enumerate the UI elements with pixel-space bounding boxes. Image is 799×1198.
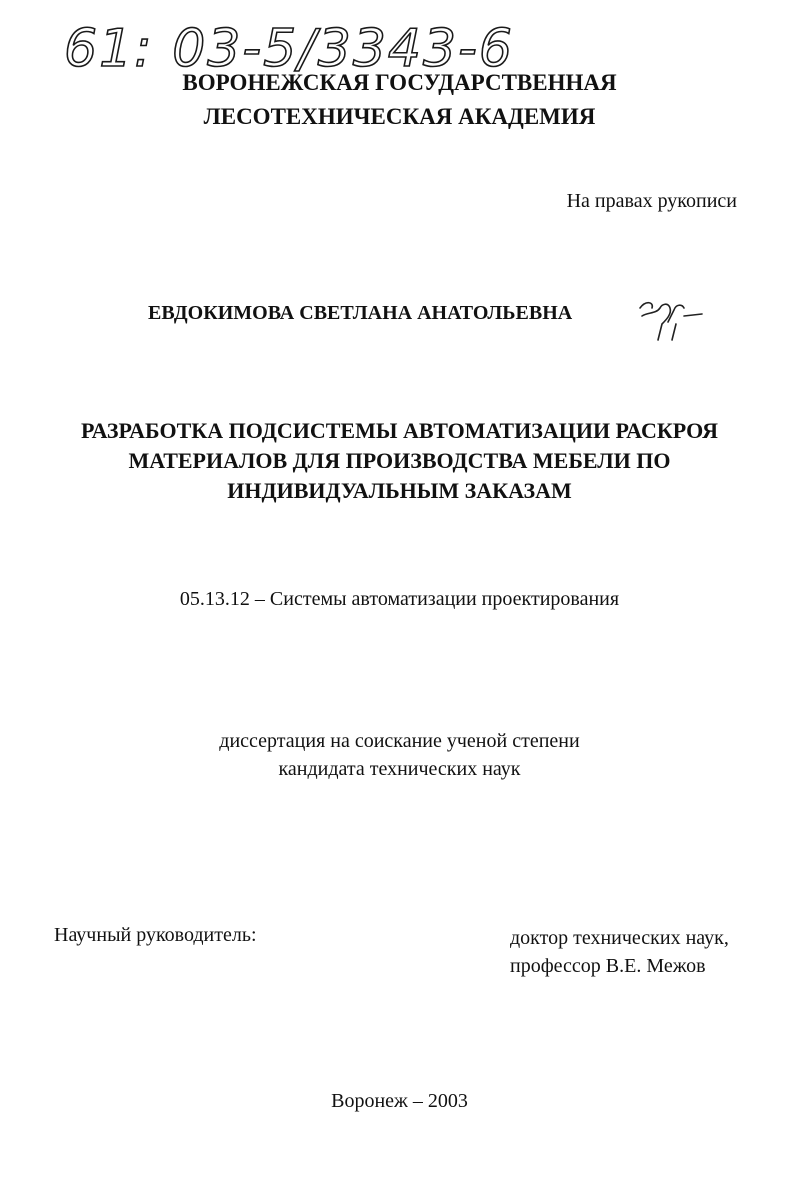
degree-statement: [0, 727, 799, 783]
degree-line-1: диссертация на соискание ученой степени: [219, 730, 580, 752]
supervisor-degree: доктор технических наук,: [510, 927, 729, 949]
author-name: ЕВДОКИМОВА СВЕТЛАНА АНАТОЛЬЕВНА: [148, 302, 573, 324]
handwritten-catalog-number-text: 61: 03-5/3343-6: [64, 19, 514, 79]
title-line-2: МАТЕРИАЛОВ ДЛЯ ПРОИЗВОДСТВА МЕБЕЛИ ПО: [128, 448, 671, 473]
supervisor-info: [510, 924, 729, 980]
dissertation-title: [0, 416, 799, 506]
degree-line-2: кандидата технических наук: [278, 758, 521, 780]
institution-name: [0, 66, 799, 134]
institution-line-2: ЛЕСОТЕХНИЧЕСКАЯ АКАДЕМИЯ: [203, 104, 596, 129]
title-line-1: РАЗРАБОТКА ПОДСИСТЕМЫ АВТОМАТИЗАЦИИ РАСКРОЯ: [80, 418, 719, 443]
specialty-code: 05.13.12 – Системы автоматизации проектирования: [179, 588, 620, 610]
title-line-3: ИНДИВИДУАЛЬНЫМ ЗАКАЗАМ: [227, 478, 572, 503]
supervisor-label: Научный руководитель:: [54, 924, 257, 946]
rights-note: На правах рукописи: [566, 190, 737, 212]
signature-scribble: [632, 294, 712, 346]
supervisor-name: профессор В.Е. Межов: [510, 955, 706, 977]
city-year: Воронеж – 2003: [331, 1090, 468, 1112]
institution-line-1: ВОРОНЕЖСКАЯ ГОСУДАРСТВЕННАЯ: [182, 70, 617, 95]
